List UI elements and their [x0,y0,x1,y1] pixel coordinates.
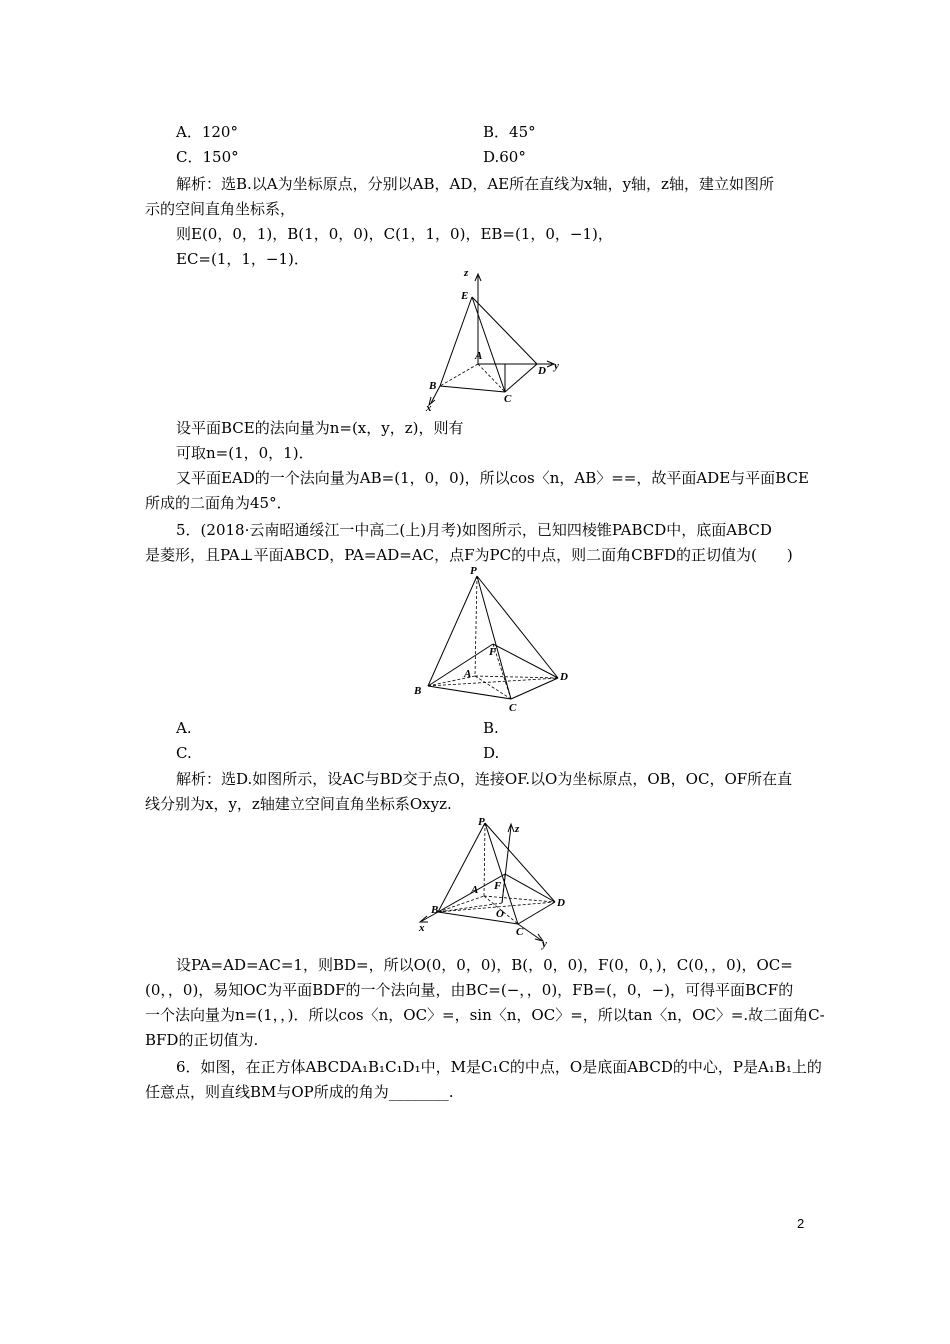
label-x: x [426,402,432,414]
solution-line: EC=(1，1，−1)． [176,250,309,268]
option-b: B．45° [483,123,536,141]
solution-line: 又平面EAD的一个法向量为AB=(1，0，0)，所以cos〈n，AB〉==，故平面ADE与平面BCE [176,469,809,487]
option-c: C．150° [176,148,239,166]
option-a: A．120° [176,123,238,141]
label-D: D [557,897,565,909]
label-A: A [464,668,472,680]
label-C: C [504,393,512,405]
label-B: B [414,685,422,697]
solution-line: 线分别为x，y，z轴建立空间直角坐标系Oxyz. [145,795,452,813]
label-y: y [554,360,559,372]
option-a: A. [176,719,192,737]
solution-line: 所成的二面角为45°． [145,494,292,512]
label-P: P [478,816,485,828]
solution-line: 解析：选B.以A为坐标原点，分别以AB，AD，AE所在直线为x轴，y轴，z轴，建立如图所 [176,175,774,193]
figure-pyramid-pabcd [408,566,578,716]
label-y: y [542,938,547,950]
label-A: A [471,884,479,896]
label-F: F [489,646,497,658]
solution-line: 一个法向量为n=(1，，)．所以cos〈n，OC〉=，sin〈n，OC〉=，所以tan〈n，OC〉=.故二面角C- [145,1006,825,1024]
solution-line: 可取n=(1，0，1)． [176,444,314,462]
option-d: D. [483,744,500,762]
label-D: D [538,365,546,377]
label-O: O [496,908,504,920]
label-z: z [515,823,520,835]
label-D: D [560,671,568,683]
label-B: B [431,904,439,916]
solution-line: 设PA=AD=AC=1，则BD=，所以O(0，0，0)，B(，0，0)，F(0，0，)，C(0，，0)，OC= [176,956,793,974]
label-B: B [429,380,437,392]
solution-line: 则E(0，0，1)，B(1，0，0)，C(1，1，0)，EB=(1，0，−1)， [176,225,613,243]
solution-line: 设平面BCE的法向量为n=(x，y，z)，则有 [176,419,464,437]
question-6-text: 6．如图，在正方体ABCDA₁B₁C₁D₁中，M是C₁C的中点，O是底面ABCD的中心，P是A₁B₁上的 [176,1058,822,1076]
figure-pyramid-coordinates [414,814,579,952]
question-5-text: 是菱形，且PA⊥平面ABCD，PA=AD=AC，点F为PC的中点，则二面角CBFD的正切值为( ) [145,546,793,564]
option-c: C. [176,744,192,762]
solution-line: BFD的正切值为. [145,1031,259,1049]
label-E: E [461,290,469,302]
label-x: x [419,922,425,934]
question-5-text: 5．(2018·云南昭通绥江一中高二(上)月考)如图所示，已知四棱锥PABCD中，底面ABCD [176,521,772,539]
option-b: B. [483,719,499,737]
label-C: C [509,702,517,714]
label-A: A [475,350,483,362]
solution-line: 示的空间直角坐标系， [145,200,296,218]
solution-line: (0，，0)，易知OC为平面BDF的一个法向量，由BC=(−，，0)，FB=(，0，−)，可得平面BCF的 [145,981,794,999]
label-F: F [494,880,502,892]
option-d: D.60° [483,148,526,166]
page-number: 2 [797,1216,805,1231]
figure-coordinate-pyramid [420,268,570,416]
solution-line: 解析：选D.如图所示，设AC与BD交于点O，连接OF.以O为坐标原点，OB，OC，OF所在直 [176,770,793,788]
label-C: C [516,926,524,938]
label-z: z [464,268,469,279]
label-P: P [470,566,477,577]
question-6-text: 任意点，则直线BM与OP所成的角为________. [145,1083,454,1101]
